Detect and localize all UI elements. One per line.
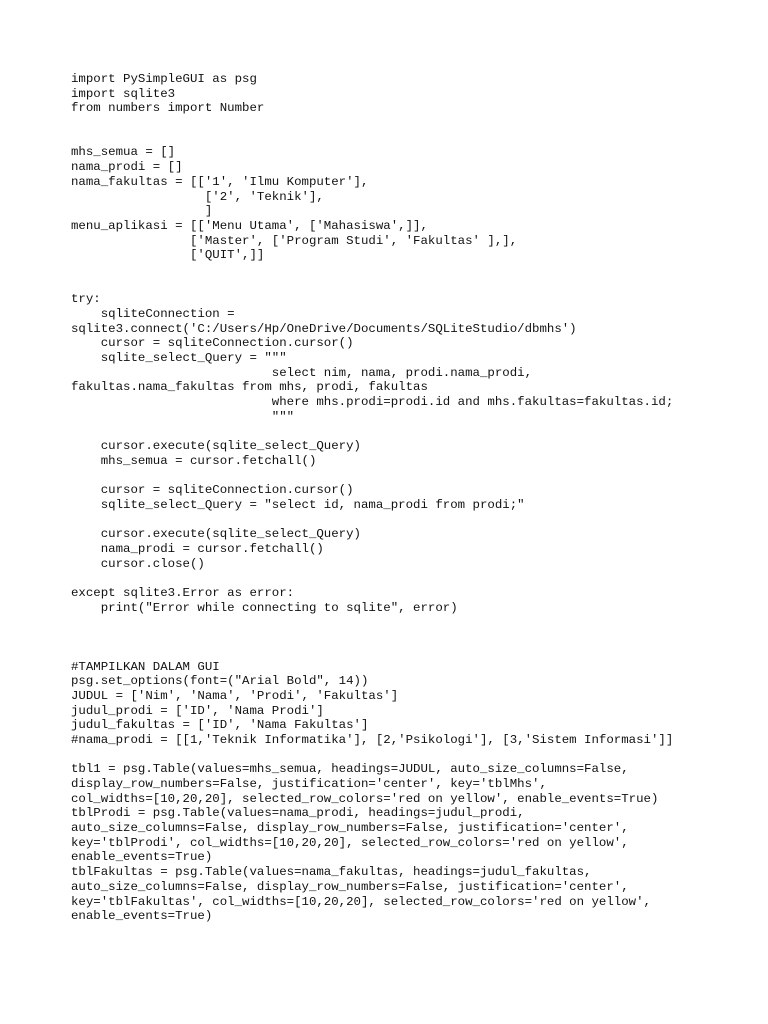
code-line: sqlite3.connect('C:/Users/Hp/OneDrive/Documents/SQLiteStudio/dbmhs') [71,321,577,336]
code-line: mhs_semua = cursor.fetchall() [71,453,317,468]
code-line: cursor.execute(sqlite_select_Query) [71,527,361,542]
code-line: sqliteConnection = [71,307,235,321]
code-line: nama_prodi = cursor.fetchall() [71,542,324,556]
code-line: display_row_numbers=False, justification='center', key='tblMhs', [71,777,547,791]
code-block [71,72,673,924]
code-line: ] [71,204,213,219]
code-line: print("Error while connecting to sqlite", error) [71,600,458,615]
code-line [71,263,673,278]
code-line: cursor.close() [71,556,205,571]
code-line: nama_prodi = [] [71,160,183,175]
code-line: auto_size_columns=False, display_row_numbers=False, justification='center', [71,821,629,836]
code-line: except sqlite3.Error as error: [71,586,295,601]
code-line: ['Master', ['Program Studi', 'Fakultas' ],], [71,233,518,248]
code-line: import PySimpleGUI as psg [71,72,257,86]
code-line: fakultas.nama_fakultas from mhs, prodi, fakultas [71,380,428,395]
code-line: nama_fakultas = [['1', 'Ilmu Komputer'], [71,174,369,189]
code-line: where mhs.prodi=prodi.id and mhs.fakultas=fakultas.id; [71,395,674,410]
code-line [71,748,673,763]
code-line: #TAMPILKAN DALAM GUI [71,659,220,674]
code-line: ['QUIT',]] [71,248,265,263]
code-line: sqlite_select_Query = "select id, nama_prodi from prodi;" [71,497,525,512]
code-line: menu_aplikasi = [['Menu Utama', ['Mahasiswa',]], [71,218,428,233]
code-line [71,116,673,131]
code-line: col_widths=[10,20,20], selected_row_colors='red on yellow', enable_events=True) [71,791,659,806]
code-line: #nama_prodi = [[1,'Teknik Informatika'], [2,'Psikologi'], [3,'Sistem Informasi']] [71,732,674,747]
code-line: mhs_semua = [] [71,145,176,160]
code-line: judul_fakultas = ['ID', 'Nama Fakultas'] [71,718,369,733]
code-line: enable_events=True) [71,850,213,865]
code-line: try: [71,292,101,307]
code-line [71,571,673,586]
code-line [71,645,673,660]
code-line: judul_prodi = ['ID', 'Nama Prodi'] [71,703,324,718]
code-line [71,469,673,484]
code-line: select nim, nama, prodi.nama_prodi, [71,365,533,380]
code-line: import sqlite3 [71,86,176,101]
code-line: from numbers import Number [71,101,265,116]
code-line: tblFakultas = psg.Table(values=nama_fakultas, headings=judul_fakultas, [71,865,592,880]
code-line: enable_events=True) [71,909,213,924]
code-line [71,425,673,440]
code-line: JUDUL = ['Nim', 'Nama', 'Prodi', 'Fakultas'] [71,688,399,703]
code-line: key='tblFakultas', col_widths=[10,20,20], selected_row_colors='red on yellow', [71,894,651,909]
code-line: cursor = sqliteConnection.cursor() [71,336,354,351]
code-line: auto_size_columns=False, display_row_numbers=False, justification='center', [71,879,629,894]
code-line: tblProdi = psg.Table(values=nama_prodi, headings=judul_prodi, [71,806,525,821]
code-line: sqlite_select_Query = """ [71,351,287,366]
code-line: tbl1 = psg.Table(values=mhs_semua, headings=JUDUL, auto_size_columns=False, [71,762,629,777]
code-line [71,131,673,146]
code-line [71,615,673,630]
code-line [71,630,673,645]
code-line: """ [71,409,295,424]
code-line: cursor = sqliteConnection.cursor() [71,483,354,498]
code-line: psg.set_options(font=("Arial Bold", 14)) [71,674,369,689]
code-line: cursor.execute(sqlite_select_Query) [71,439,361,454]
code-line [71,278,673,293]
code-line: ['2', 'Teknik'], [71,189,324,204]
code-line [71,513,673,528]
code-line: key='tblProdi', col_widths=[10,20,20], selected_row_colors='red on yellow', [71,835,629,850]
